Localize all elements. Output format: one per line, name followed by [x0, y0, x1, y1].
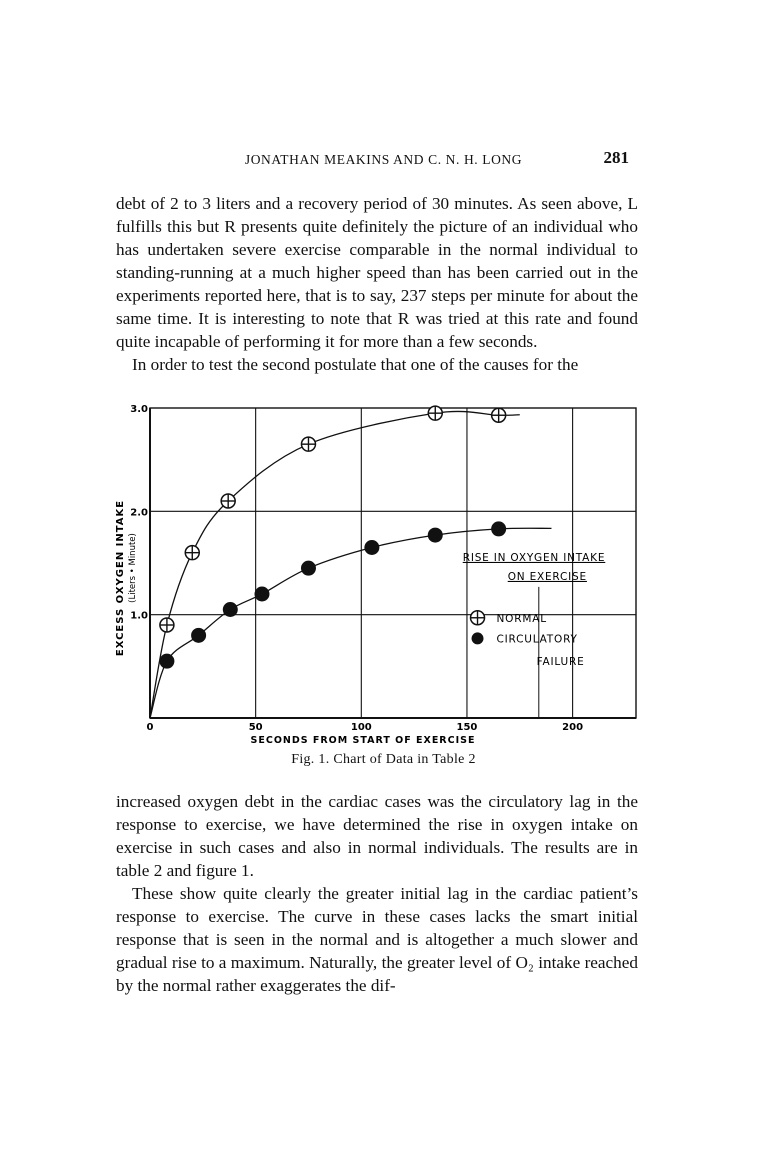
- caption-prefix: Fig. 1.: [291, 752, 330, 767]
- data-point-normal: [428, 406, 442, 420]
- paragraph: These show quite clearly the greater initial lag in the cardiac patient’s response to exercise. The curve in these cases lacks the smart initial response that is seen in the normal and is altogether a much slower and gradual rise to a maximum. Naturally, the greater level of O₂ intake reached by the normal rather exaggerates the dif-: [116, 884, 638, 995]
- legend-label-circulatory: CIRCULATORY: [496, 633, 578, 646]
- paragraph: increased oxygen debt in the cardiac cases was the circulatory lag in the response to exercise, we have determined the rise in oxygen intake on exercise in such cases and also in normal individuals. The results are in table 2 and figure 1.: [116, 792, 638, 880]
- data-point-circulatory-failure: [364, 540, 379, 555]
- y-axis-title: EXCESS OXYGEN INTAKE: [115, 499, 126, 657]
- legend-marker-circulatory: [472, 632, 484, 644]
- figure-1-chart: [108, 400, 648, 750]
- y-tick-label: 3.0: [130, 404, 148, 415]
- data-point-circulatory-failure: [223, 602, 238, 617]
- data-point-circulatory-failure: [159, 654, 174, 669]
- legend-label-failure: FAILURE: [536, 656, 585, 669]
- page-number: 281: [603, 148, 629, 167]
- body-text-bottom: [116, 790, 638, 997]
- x-tick-label: 50: [248, 722, 263, 733]
- data-point-circulatory-failure: [491, 521, 506, 536]
- legend-marker-normal: [471, 611, 485, 625]
- data-point-normal: [185, 546, 199, 560]
- y-axis-units: (Liters • Minute): [128, 533, 138, 603]
- figure-caption: [0, 752, 767, 768]
- page-header: [0, 148, 767, 172]
- data-point-circulatory-failure: [428, 528, 443, 543]
- data-point-circulatory-failure: [254, 587, 269, 602]
- paragraph: debt of 2 to 3 liters and a recovery period of 30 minutes. As seen above, L fulfills this but R presents quite definitely the picture of an individual who has undertaken severe exercise comparable in the normal individual to standing-running at a much higher speed than has been carried out in the experiments reported here, that is to say, 237 steps per minute for about the same time. It is interesting to note that R was tried at this rate and found quite incapable of performing it for more than a few seconds.: [116, 194, 638, 351]
- data-point-normal: [301, 437, 315, 451]
- chart-svg: [108, 400, 648, 750]
- y-tick-label: 1.0: [130, 610, 148, 622]
- body-text-top: [116, 192, 638, 376]
- curve-normal: [150, 411, 520, 718]
- data-point-normal: [221, 494, 235, 508]
- x-tick-label: 200: [562, 722, 584, 733]
- x-tick-label: 0: [146, 722, 154, 733]
- paragraph: In order to test the second postulate that one of the causes for the: [132, 355, 579, 374]
- running-head: JONATHAN MEAKINS AND C. N. H. LONG: [244, 152, 523, 167]
- data-point-circulatory-failure: [191, 628, 206, 643]
- legend-title-line2: ON EXERCISE: [507, 570, 587, 583]
- data-point-normal: [492, 408, 506, 422]
- y-tick-label: 2.0: [130, 507, 148, 519]
- x-axis-title: SECONDS FROM START OF EXERCISE: [250, 735, 476, 746]
- data-point-normal: [160, 618, 174, 632]
- x-tick-label: 100: [350, 722, 372, 733]
- x-tick-label: 150: [456, 722, 478, 733]
- caption-text: Chart of Data in Table 2: [333, 752, 476, 767]
- data-point-circulatory-failure: [301, 561, 316, 576]
- legend-label-normal: NORMAL: [496, 612, 547, 625]
- legend-title-line1: RISE IN OXYGEN INTAKE: [462, 551, 606, 564]
